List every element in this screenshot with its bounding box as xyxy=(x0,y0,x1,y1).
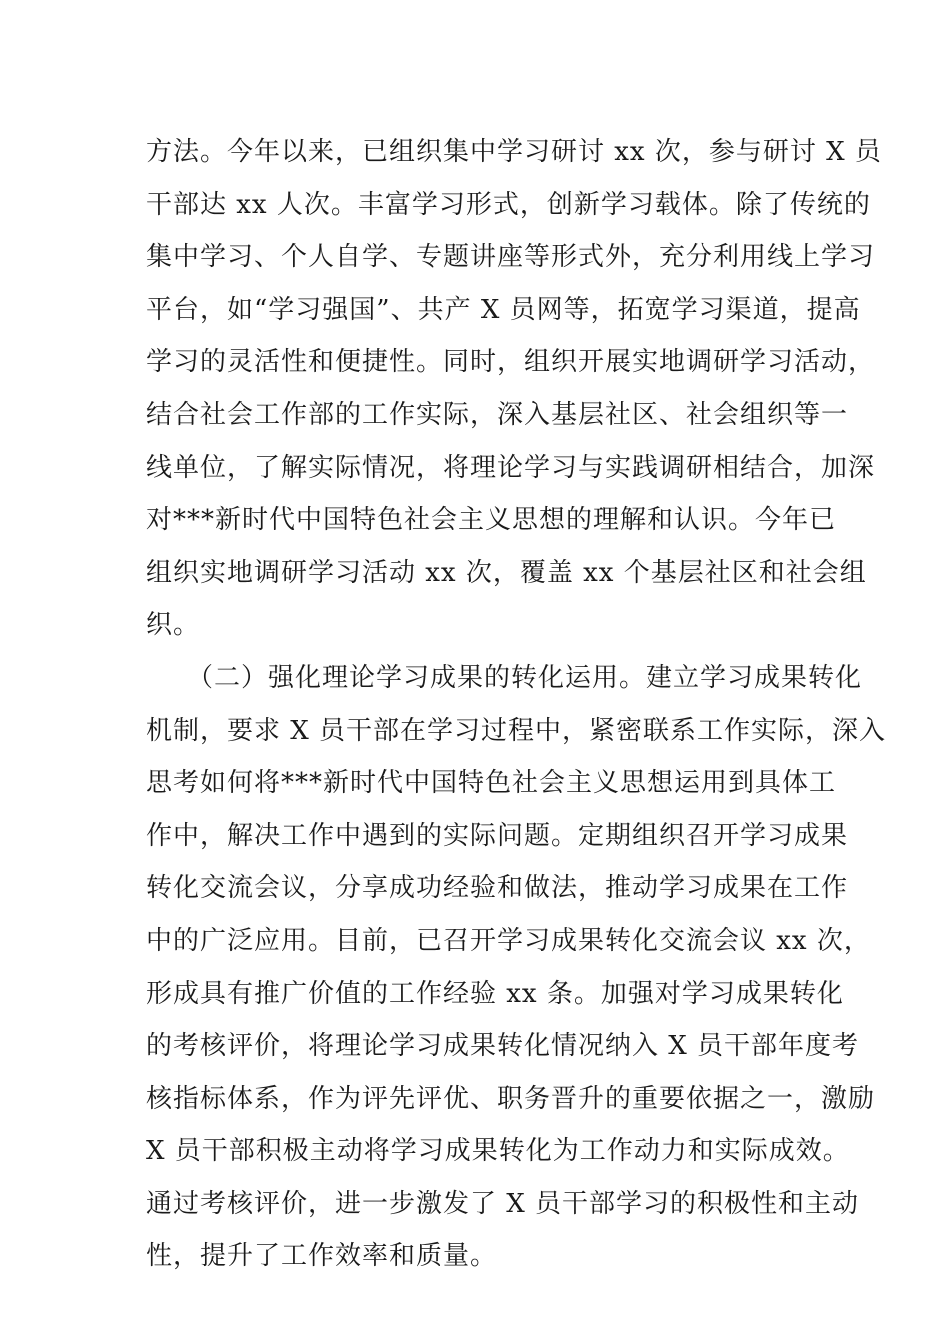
text-line: 形成具有推广价值的工作经验 xx 条。加强对学习成果转化 xyxy=(146,978,844,1009)
text-line: 通过考核评价，进一步激发了 X 员干部学习的积极性和主动 xyxy=(146,1188,860,1219)
text-line: 方法。今年以来，已组织集中学习研讨 xx 次，参与研讨 X 员 xyxy=(146,137,882,167)
text-line: 思考如何将***新时代中国特色社会主义思想运用到具体工 xyxy=(146,768,837,799)
section-heading-line: （二）强化理论学习成果的转化运用。建立学习成果转化 xyxy=(146,662,863,693)
text-line: 学习的灵活性和便捷性。同时，组织开展实地调研学习活动， xyxy=(146,347,876,378)
text-line: 对***新时代中国特色社会主义思想的理解和认识。今年已 xyxy=(146,505,837,536)
text-line: 线单位，了解实际情况，将理论学习与实践调研相结合，加深 xyxy=(146,452,876,483)
text-line: 中的广泛应用。目前，已召开学习成果转化交流会议 xx 次， xyxy=(146,925,871,956)
text-line: 平台，如“学习强国”、共产 X 员网等，拓宽学习渠道，提高 xyxy=(146,294,861,325)
text-line: 作中，解决工作中遇到的实际问题。定期组织召开学习成果 xyxy=(146,820,849,851)
text-line: 干部达 xx 人次。丰富学习形式，创新学习载体。除了传统的 xyxy=(146,189,871,220)
text-line: 结合社会工作部的工作实际，深入基层社区、社会组织等一 xyxy=(146,399,849,430)
paragraph-end-line: 性，提升了工作效率和质量。 xyxy=(146,1241,498,1272)
paragraph-end-line: 织。 xyxy=(146,610,201,641)
text-line: 集中学习、个人自学、专题讲座等形式外，充分利用线上学习 xyxy=(146,242,876,273)
text-line: 机制，要求 X 员干部在学习过程中，紧密联系工作实际，深入 xyxy=(146,715,887,746)
text-line: 核指标体系，作为评先评优、职务晋升的重要依据之一，激励 xyxy=(146,1083,876,1114)
text-line: 转化交流会议，分享成功经验和做法，推动学习成果在工作 xyxy=(146,873,849,904)
text-line: X 员干部积极主动将学习成果转化为工作动力和实际成效。 xyxy=(146,1136,850,1167)
body-text xyxy=(146,126,887,1283)
text-line: 的考核评价，将理论学习成果转化情况纳入 X 员干部年度考 xyxy=(146,1031,860,1062)
text-line: 组织实地调研学习活动 xx 次，覆盖 xx 个基层社区和社会组 xyxy=(146,557,867,588)
